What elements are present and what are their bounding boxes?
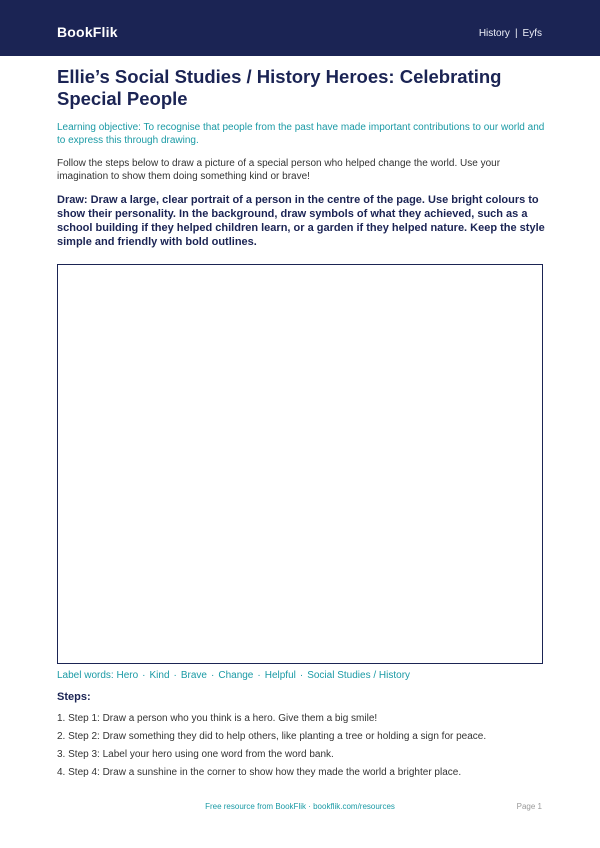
label-words — [57, 669, 547, 682]
drawing-area[interactable] — [57, 264, 543, 664]
label-word: Change — [218, 670, 254, 681]
level-label: Eyfs — [522, 28, 542, 39]
label-word: Hero — [116, 670, 139, 681]
intro-text: Follow the steps below to draw a picture of a special person who helped change the world. Use your imagination to show them doing something kind or brave! — [57, 158, 501, 182]
draw-instruction: Draw: Draw a large, clear portrait of a person in the centre of the page. Use bright colours to show their personality. In the background, draw symbols of what they achieved, such as a school building if they helped children learn, or a garden if they helped nature. Keep the style simple and friendly with bold outlines. — [57, 194, 545, 248]
label-words-prefix: Label words: — [57, 670, 114, 681]
label-word: Social Studies / History — [307, 670, 411, 681]
page-title: Ellie’s Social Studies / History Heroes: Celebrating Special People — [57, 66, 502, 109]
steps-list — [57, 710, 547, 782]
step-item: 4. Step 4: Draw a sunshine in the corner to show how they made the world a brighter place. — [57, 767, 462, 778]
label-dot: · — [142, 670, 146, 681]
label-dot: · — [211, 670, 215, 681]
label-dot: · — [257, 670, 261, 681]
brand-logo: BookFlik — [57, 24, 118, 40]
step-item: 2. Step 2: Draw something they did to help others, like planting a tree or holding a sign for peace. — [57, 731, 487, 742]
subject-meta — [479, 27, 542, 40]
label-dot: · — [299, 670, 304, 681]
steps-heading: Steps: — [57, 691, 91, 703]
step-item: 1. Step 1: Draw a person who you think is a hero. Give them a big smile! — [57, 713, 378, 724]
subject-label: History — [478, 28, 510, 39]
label-word: Helpful — [264, 670, 296, 681]
meta-separator: | — [514, 28, 518, 39]
step-item: 3. Step 3: Label your hero using one word from the word bank. — [57, 749, 334, 760]
page-number: Page 1 — [516, 802, 542, 811]
label-word: Kind — [149, 670, 170, 681]
footer-credit: Free resource from BookFlik · bookflik.com/resources — [205, 802, 395, 811]
header-bar — [0, 0, 600, 56]
label-dot: · — [173, 670, 177, 681]
learning-objective: Learning objective: To recognise that people from the past have made important contributions to our world and to express this through drawing. — [57, 122, 545, 146]
label-word: Brave — [180, 670, 207, 681]
